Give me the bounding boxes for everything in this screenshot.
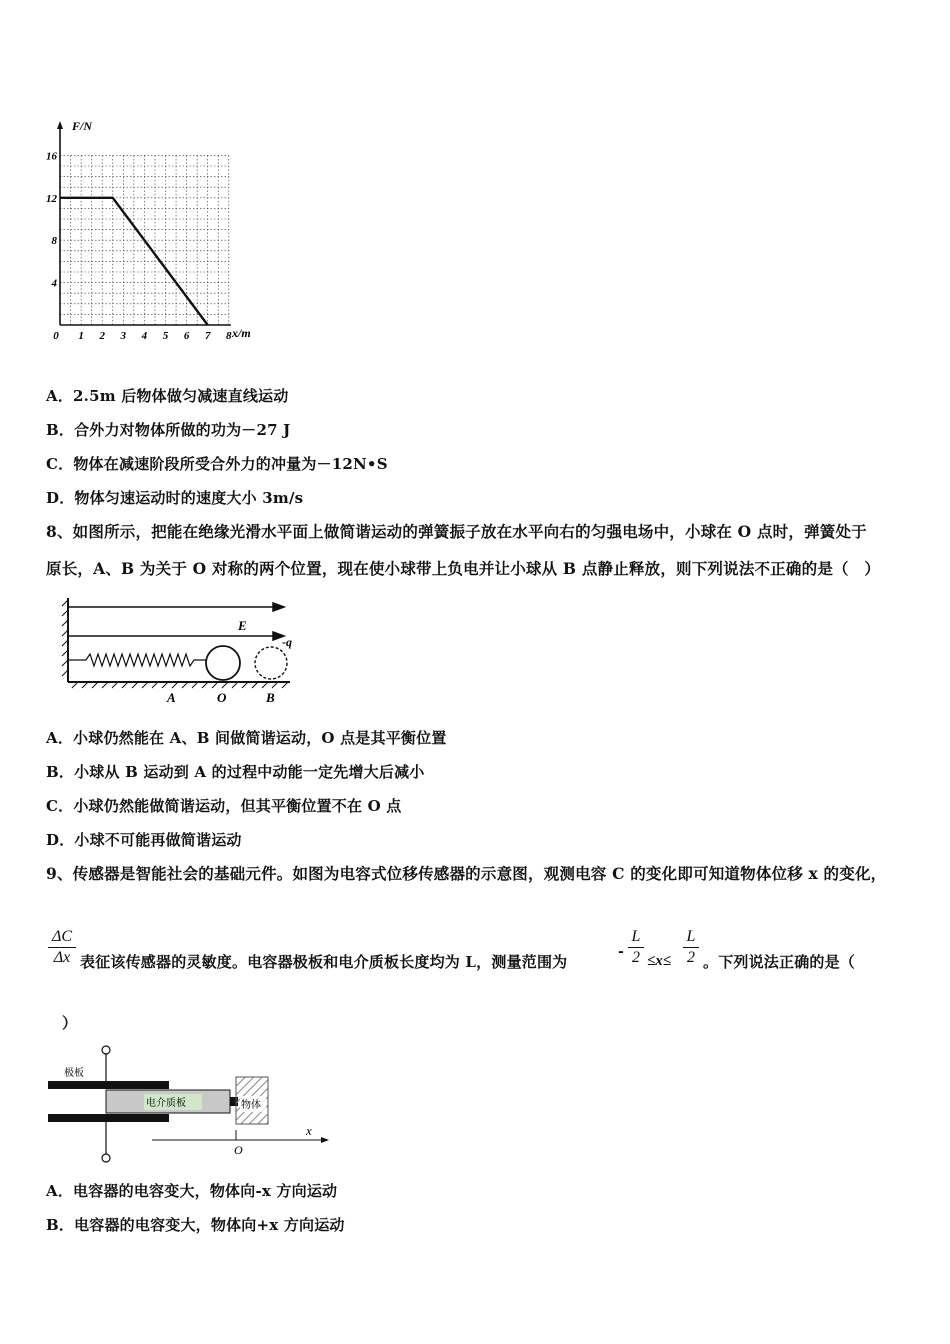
x-tick-label: 0 bbox=[53, 330, 59, 342]
q9-stem-close: ） bbox=[62, 1014, 78, 1032]
q8-stem-line1: 8、如图所示，把能在绝缘光滑水平面上做简谐运动的弹簧振子放在水平向右的匀强电场中，小球在 O 点时，弹簧处于 bbox=[46, 522, 867, 541]
x-tick-label: 3 bbox=[120, 330, 127, 342]
x-tick-label: 6 bbox=[183, 330, 190, 342]
q9-option-a: A．电容器的电容变大，物体向-x 方向运动 bbox=[46, 1182, 338, 1200]
q9-stem-line1: 9、传感器是智能社会的基础元件。如图为电容式位移传感器的示意图，观测电容 C 的变化即可知道物体位移 x 的变化， bbox=[46, 864, 887, 883]
electric-field-lines bbox=[68, 603, 284, 640]
range-upper-numerator: L bbox=[686, 928, 696, 945]
x-axis-label: x/m bbox=[232, 326, 251, 340]
y-tick-labels bbox=[46, 150, 58, 289]
q9-option-b: B．电容器的电容变大，物体向+x 方向运动 bbox=[46, 1216, 345, 1234]
range-lower-numerator: L bbox=[631, 928, 641, 945]
q7-option-b: B．合外力对物体所做的功为－27 J bbox=[46, 421, 291, 439]
top-terminal bbox=[102, 1046, 110, 1054]
x-tick-label: 7 bbox=[204, 330, 211, 342]
spring bbox=[68, 654, 208, 666]
plate-label: 极板 bbox=[64, 1068, 84, 1079]
q8-stem-line2: 原长，A、B 为关于 O 对称的两个位置，现在使小球带上负电并让小球从 B 点静止释放，则下列说法不正确的是（ ） bbox=[46, 559, 881, 578]
dielectric-label: 电介质板 bbox=[146, 1098, 186, 1109]
point-a-label: A bbox=[167, 690, 176, 705]
q7-option-d: D．物体匀速运动时的速度大小 3m/s bbox=[46, 489, 304, 507]
y-tick-label: 8 bbox=[51, 235, 57, 248]
bottom-terminal bbox=[102, 1154, 110, 1162]
q9-stem-end: 。下列说法正确的是（ bbox=[703, 953, 856, 971]
point-b-label: B bbox=[266, 690, 275, 705]
range-upper-denominator: 2 bbox=[687, 949, 695, 966]
graph-axes bbox=[57, 121, 231, 325]
x-tick-label: 1 bbox=[78, 330, 84, 342]
point-o-label: O bbox=[217, 690, 227, 705]
fraction-denominator: Δx bbox=[53, 949, 71, 966]
y-axis-label: F/N bbox=[72, 119, 93, 133]
x-tick-labels bbox=[53, 330, 232, 342]
q8-option-c: C．小球仍然能做简谐运动，但其平衡位置不在 O 点 bbox=[46, 797, 402, 815]
range-upper-fraction bbox=[683, 928, 699, 967]
force-displacement-graph bbox=[40, 115, 270, 345]
q8-option-b: B．小球从 B 运动到 A 的过程中动能一定先增大后减小 bbox=[46, 763, 425, 781]
ball bbox=[206, 646, 240, 680]
range-inequality: ≤x≤ bbox=[647, 953, 671, 969]
sensitivity-fraction bbox=[48, 928, 76, 967]
y-tick-label: 4 bbox=[51, 277, 57, 290]
fraction-numerator: ΔC bbox=[51, 928, 73, 945]
x-tick-label: 5 bbox=[162, 330, 169, 342]
ball-at-b-dashed bbox=[255, 647, 287, 679]
y-tick-label: 12 bbox=[46, 192, 57, 205]
spring-oscillator-figure bbox=[60, 592, 310, 708]
y-tick-label: 16 bbox=[46, 150, 57, 163]
x-tick-label: 4 bbox=[141, 330, 148, 342]
q7-option-a: A．2.5m 后物体做匀减速直线运动 bbox=[46, 387, 289, 405]
charge-label: -q bbox=[282, 635, 292, 649]
object-label: 物体 bbox=[241, 1100, 261, 1111]
range-lower-fraction bbox=[628, 928, 644, 967]
origin-label: O bbox=[234, 1143, 243, 1157]
field-label: E bbox=[238, 618, 247, 633]
axis-label: x bbox=[306, 1123, 312, 1138]
x-tick-label: 8 bbox=[226, 330, 232, 342]
top-plate bbox=[48, 1081, 169, 1089]
range-negative-sign: - bbox=[618, 944, 624, 960]
capacitive-sensor-figure bbox=[44, 1040, 344, 1168]
q7-option-c: C．物体在减速阶段所受合外力的冲量为－12N•S bbox=[46, 455, 388, 473]
x-tick-label: 2 bbox=[99, 330, 105, 342]
q8-option-d: D．小球不可能再做简谐运动 bbox=[46, 831, 242, 849]
bottom-plate bbox=[48, 1114, 169, 1122]
range-lower-denominator: 2 bbox=[632, 949, 640, 966]
q8-option-a: A．小球仍然能在 A、B 间做简谐运动，O 点是其平衡位置 bbox=[46, 729, 447, 747]
q9-stem-mid: 表征该传感器的灵敏度。电容器极板和电介质板长度均为 L，测量范围为 bbox=[80, 953, 568, 971]
